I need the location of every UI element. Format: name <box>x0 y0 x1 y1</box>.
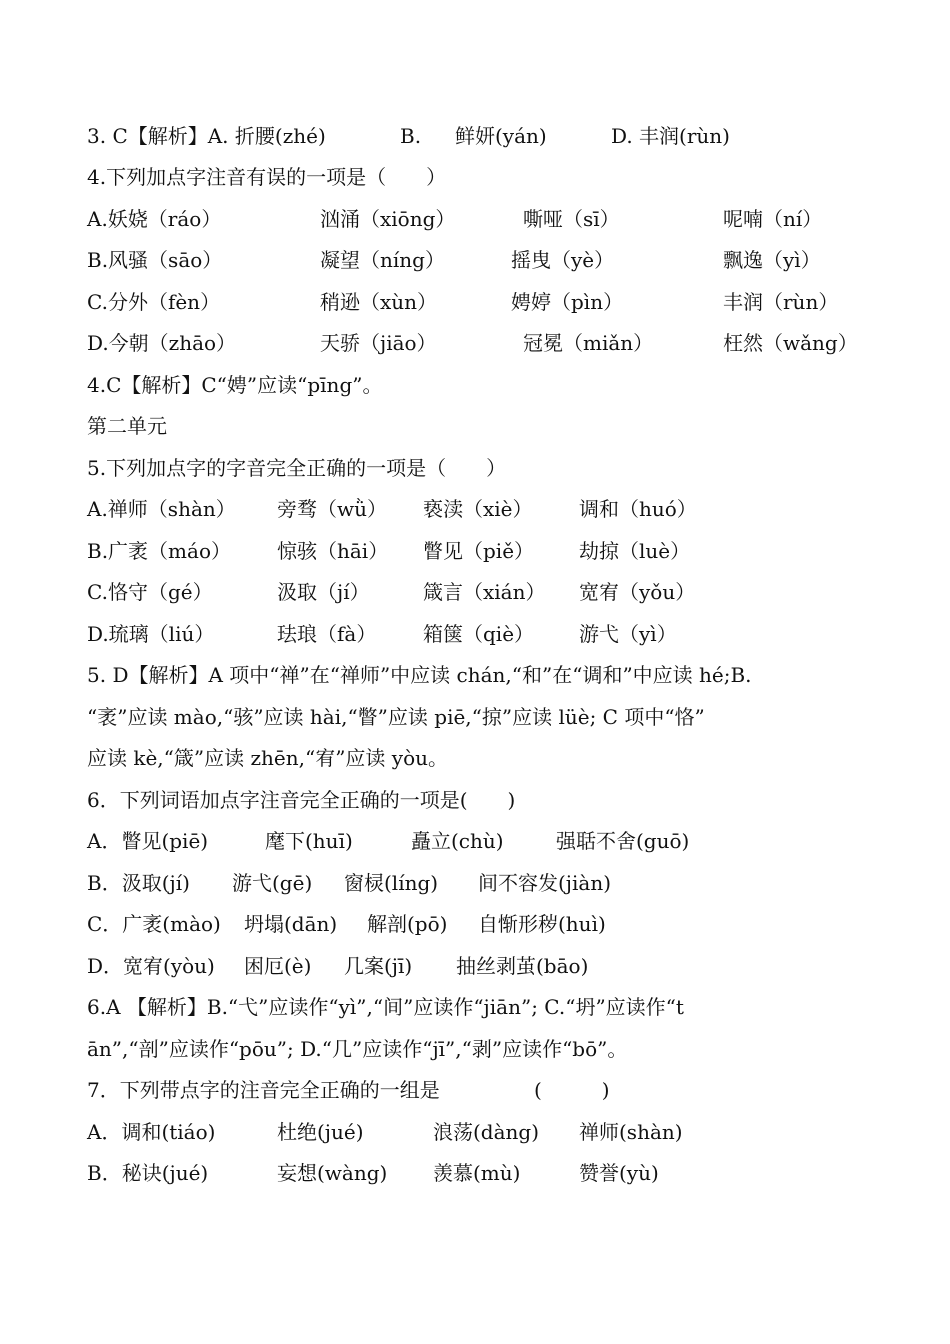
option-cell: 天骄（jiāo） <box>320 331 437 355</box>
option-cell: 娉婷（pìn） <box>511 290 624 314</box>
option-cell: 珐琅（fà） <box>277 622 377 646</box>
option-cell: A.妖娆（ráo） <box>87 207 222 231</box>
option-cell: C.分外（fèn） <box>87 290 221 314</box>
option-cell: A.禅师（shàn） <box>87 497 236 521</box>
option-cell: B.风骚（sāo） <box>87 248 223 272</box>
option-cell: B．秘诀(jué) <box>87 1161 209 1185</box>
option-cell: 亵渎（xiè） <box>423 497 533 521</box>
question-line <box>87 784 890 816</box>
option-cell: 宽宥（yǒu） <box>579 580 696 604</box>
option-cell: 赞誉(yù) <box>579 1161 659 1185</box>
option-cell: 几案(jī) <box>344 954 413 978</box>
option-cell: A．瞥见(piē) <box>87 829 209 853</box>
option-cell: D.琉璃（liú） <box>87 622 215 646</box>
option-cell: 浪荡(dàng) <box>433 1120 540 1144</box>
option-cell: 凝望（níng） <box>320 248 445 272</box>
option-cell: 旁骛（wǜ） <box>277 497 387 521</box>
question-text: 4.下列加点字注音有误的一项是（ ） <box>87 165 447 189</box>
option-cell: 惊骇（hāi） <box>277 539 389 563</box>
option-cell: 丰润（rùn） <box>723 290 839 314</box>
option-row <box>87 203 890 235</box>
option-cell: 坍塌(dān) <box>244 912 338 936</box>
option-cell: D．宽宥(yòu) <box>87 954 215 978</box>
answer-text: 4.C【解析】C“娉”应读“pīng”。 <box>87 373 383 397</box>
question-line <box>87 1074 890 1106</box>
option-cell: 稍逊（xùn） <box>320 290 438 314</box>
option-cell: 杜绝(jué) <box>277 1120 364 1144</box>
option-row <box>87 1116 890 1148</box>
option-cell: 汲取（jí） <box>277 580 370 604</box>
option-cell: 呢喃（ní） <box>723 207 823 231</box>
answer-line <box>87 659 890 691</box>
option-cell: 游弋（yì） <box>579 622 677 646</box>
option-cell: 瞥见（piě） <box>423 539 535 563</box>
option-cell: C.恪守（gé） <box>87 580 213 604</box>
option-row <box>87 867 890 899</box>
option-cell: 箱箧（qiè） <box>423 622 535 646</box>
answer-line <box>87 991 890 1023</box>
answer-line <box>87 1033 890 1065</box>
option-cell: 调和（huó） <box>579 497 697 521</box>
answer-line <box>87 369 890 401</box>
option-text: D. 丰润(rùn) <box>611 124 730 148</box>
option-cell: 窗棂(líng) <box>344 871 439 895</box>
question-line <box>87 161 890 193</box>
option-cell: 嘶哑（sī） <box>523 207 620 231</box>
answer-text: “袤”应读 mào,“骇”应读 hài,“瞥”应读 piē,“掠”应读 lüè; C 项中“恪” <box>87 705 705 729</box>
option-cell: 麾下(huī) <box>265 829 353 853</box>
answer-text: 应读 kè,“箴”应读 zhēn,“宥”应读 yòu。 <box>87 746 448 770</box>
section-heading <box>87 410 890 442</box>
answer-line <box>87 701 890 733</box>
answer-text: 3. C【解析】A. 折腰(zhé) <box>87 124 326 148</box>
answer-line <box>87 742 890 774</box>
option-cell: 矗立(chù) <box>411 829 504 853</box>
option-cell: 禅师(shàn) <box>579 1120 683 1144</box>
option-cell: 游弋(gē) <box>232 871 313 895</box>
question-text: 6．下列词语加点字注音完全正确的一项是( ) <box>87 788 516 812</box>
option-cell: C．广袤(mào) <box>87 912 221 936</box>
option-cell: 汹涌（xiōng） <box>320 207 456 231</box>
option-cell: 飘逸（yì） <box>723 248 821 272</box>
option-row <box>87 576 890 608</box>
option-cell: 解剖(pō) <box>367 912 448 936</box>
question-text: 5.下列加点字的字音完全正确的一项是（ ） <box>87 456 507 480</box>
option-text: 鲜妍(yán) <box>455 124 547 148</box>
option-row <box>87 825 890 857</box>
option-row <box>87 908 890 940</box>
option-row <box>87 244 890 276</box>
question-line <box>87 452 890 484</box>
text-line <box>87 120 890 152</box>
option-row <box>87 286 890 318</box>
option-cell: 困厄(è) <box>244 954 312 978</box>
option-cell: 摇曳（yè） <box>511 248 615 272</box>
option-cell: B.广袤（máo） <box>87 539 231 563</box>
option-cell: 箴言（xián） <box>423 580 546 604</box>
option-row <box>87 535 890 567</box>
answer-text: 5. D【解析】A 项中“禅”在“禅师”中应读 chán,“和”在“调和”中应读 hé;B. <box>87 663 752 687</box>
option-cell: 间不容发(jiàn) <box>478 871 612 895</box>
answer-text: 6.A 【解析】B.“弋”应读作“yì”,“间”应读作“jiān”; C.“坍”应读作“t <box>87 995 684 1019</box>
option-cell: 抽丝剥茧(bāo) <box>456 954 589 978</box>
option-row <box>87 950 890 982</box>
option-cell: 冠冕（miǎn） <box>523 331 654 355</box>
option-row <box>87 1157 890 1189</box>
option-cell: A．调和(tiáo) <box>87 1120 216 1144</box>
option-row <box>87 327 890 359</box>
answer-text: ān”,“剖”应读作“pōu”; D.“几”应读作“jī”,“剥”应读作“bō”。 <box>87 1037 628 1061</box>
option-row <box>87 493 890 525</box>
option-row <box>87 618 890 650</box>
option-cell: 妄想(wàng) <box>277 1161 388 1185</box>
option-cell: D.今朝（zhāo） <box>87 331 237 355</box>
option-text: B. <box>400 124 422 148</box>
option-cell: 劫掠（luè） <box>579 539 691 563</box>
option-cell: 自惭形秽(huì) <box>478 912 606 936</box>
option-cell: 枉然（wǎng） <box>723 331 858 355</box>
answer-blank: ( ) <box>534 1078 610 1102</box>
unit-title: 第二单元 <box>87 414 167 438</box>
question-text: 7．下列带点字的注音完全正确的一组是 <box>87 1078 440 1102</box>
option-cell: 强聒不舍(guō) <box>556 829 690 853</box>
option-cell: 羡慕(mù) <box>433 1161 521 1185</box>
option-cell: B．汲取(jí) <box>87 871 190 895</box>
